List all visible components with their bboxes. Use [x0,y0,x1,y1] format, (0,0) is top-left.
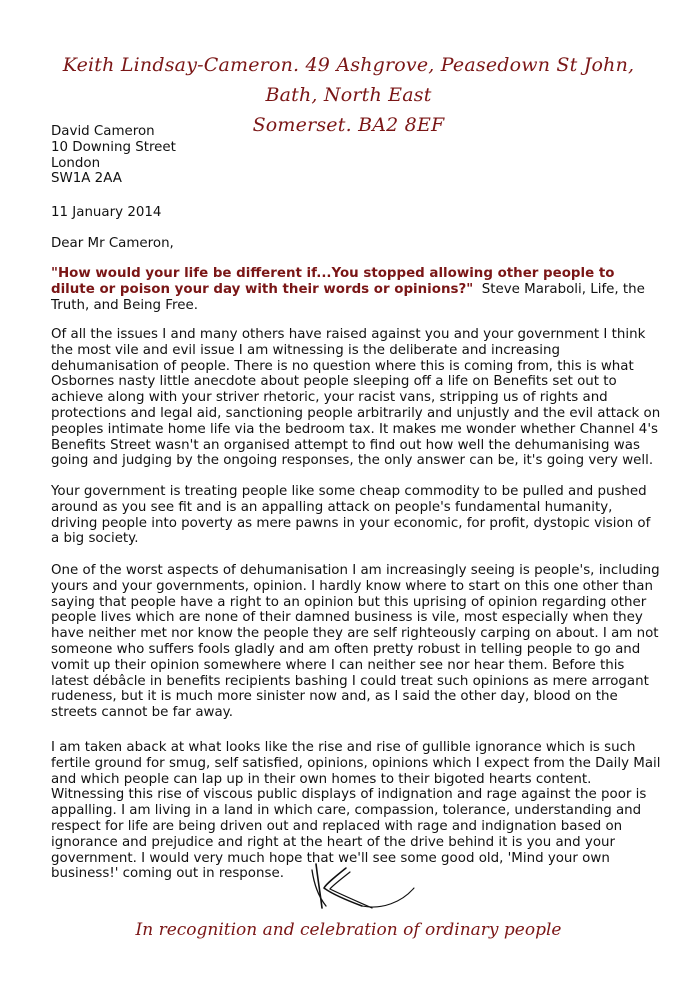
paragraph: Your government is treating people like some cheap commodity to be pulled and pushed around as you see fit and is an appalling attack on people's fundamental humanity, driving people into poverty as mere pawns in your economic, for profit, dystopic vision of a big society. [51,484,651,547]
recipient-street: 10 Downing Street [51,139,176,155]
letterhead-line-2: Somerset. BA2 8EF [252,114,445,136]
letter-date: 11 January 2014 [51,205,162,220]
quote-text: "How would your life be different if...You stopped allowing other people to dilute or poison your day with their words or opinions?" [51,266,615,297]
recipient-address [51,124,661,187]
opening-quote [51,266,661,313]
paragraph: I am taken aback at what looks like the rise and rise of gullible ignorance which is such fertile ground for smug, self satisfied, opinions, opinions which I expect from the Daily Mail and which people can lap up in their own homes to their bigoted hearts content. Witnessing this rise of viscous public displays of indignation and rage against the poor is appalling. I am living in a land in which care, compassion, tolerance, understanding and respect for life are being driven out and replaced with rage and indignation based on ignorance and prejudice and right at the heart of the drive behind it is you and your government. I would very much hope that we'll see some good old, 'Mind your own business!' coming out in response. [51,740,661,882]
footer-tagline: In recognition and celebration of ordinary people [135,920,562,940]
salutation: Dear Mr Cameron, [51,236,174,251]
paragraph: Of all the issues I and many others have raised against you and your government I think the most vile and evil issue I am witnessing is the deliberate and increasing dehumanisation of people. There is no question where this is coming from, this is what Osbornes nasty little anecdote about people sleeping off a life on Benefits set out to achieve along with your striver rhetoric, your racist vans, stripping us of rights and protections and legal aid, sanctioning people arbitrarily and unjustly and the evil attack on peoples intimate home life via the bedroom tax. It makes me wonder whether Channel 4's Benefits Street wasn't an organised attempt to find out how well the dehumanising was going and judging by the ongoing responses, the only answer can be, it's going very well. [51,327,661,469]
handwritten-signature [302,858,422,918]
recipient-name: David Cameron [51,124,155,139]
recipient-postcode: SW1A 2AA [51,171,122,187]
letterhead-line-1: Keith Lindsay-Cameron. 49 Ashgrove, Peasedown St John, Bath, North East [62,54,635,106]
recipient-city: London [51,155,101,171]
quote-attribution: Steve Maraboli, Life, the Truth, and Being Free. [51,281,645,313]
paragraph: One of the worst aspects of dehumanisation I am increasingly seeing is people's, including yours and your governments, opinion. I hardly know where to start on this one other than saying that people have a right to an opinion but this uprising of opinion regarding other people lives which are none of their damned business is vile, most especially when they have neither met nor know the people they are self righteously carping on about. I am not someone who suffers fools gladly and am often pretty robust in telling people to go and vomit up their opinion somewhere where I can neither see nor hear them. Before this latest débâcle in benefits recipients bashing I could treat such opinions as mere arrogant rudeness, but it is much more sinister now and, as I said the other day, blood on the streets cannot be far away. [51,563,660,721]
